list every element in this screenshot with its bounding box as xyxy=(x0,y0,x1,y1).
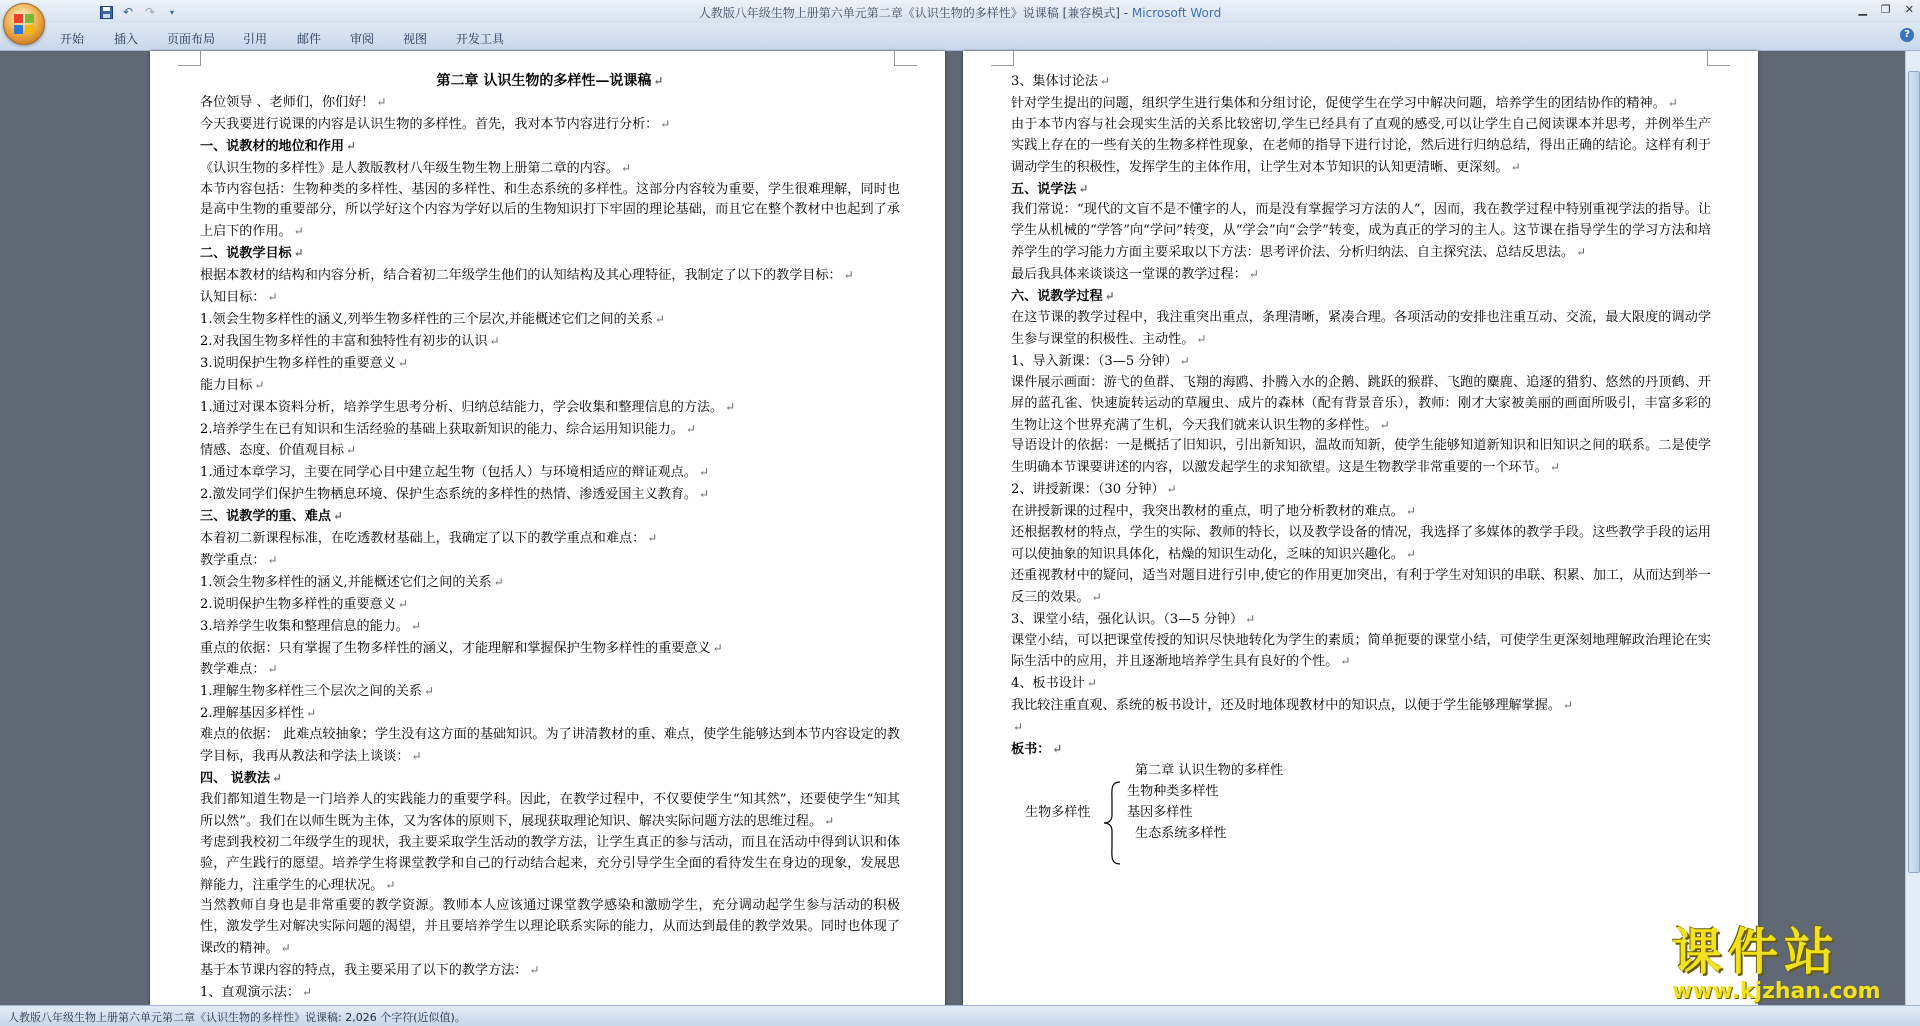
paragraph-text: 我比较注重直观、系统的板书设计，还及时地体现教材中的知识点，以便于学生能够理解掌握。 xyxy=(1011,698,1561,714)
paragraph xyxy=(200,462,900,484)
paragraph-mark-icon: ↵ xyxy=(1052,742,1063,757)
paragraph-text: 四、 说教法 xyxy=(200,771,271,786)
paragraph-text: 在讲授新课的过程中，我突出教材的重点，明了地分析教材的难点。 xyxy=(1011,504,1404,520)
paragraph xyxy=(1011,93,1711,115)
paragraph xyxy=(1011,71,1711,93)
paragraph-mark-icon: ↵ xyxy=(1562,698,1573,713)
paragraph-text: 2.对我国生物多样性的丰富和独特性有初步的认识 xyxy=(200,333,488,349)
paragraph-text: 考虑到我校初二年级学生的现状，我主要采取学生活动的教学方法，让学生真正的参与活动，而且在活动中得到认识和体验，产生践行的愿望。培养学生将课堂教学和自己的行动结合起来，充分引导学生全面的看待发生在身边的现象，发展思辩能力，注重学生的心理状况。 xyxy=(200,834,900,893)
paragraph xyxy=(200,419,900,441)
paragraph-mark-icon: ↵ xyxy=(660,116,671,131)
paragraph-mark-icon: ↵ xyxy=(385,877,396,892)
board-design-diagram xyxy=(1011,761,1711,866)
tab-page-layout[interactable]: 页面布局 xyxy=(167,32,216,46)
paragraph-text: 第二章 认识生物的多样性—说课稿 xyxy=(436,73,652,89)
section-heading xyxy=(200,243,900,265)
paragraph-mark-icon: ↵ xyxy=(1013,720,1024,735)
paragraph xyxy=(200,703,900,725)
paragraph-mark-icon: ↵ xyxy=(280,941,291,956)
paragraph xyxy=(200,265,900,287)
paragraph xyxy=(1011,501,1711,523)
paragraph-mark-icon: ↵ xyxy=(1576,245,1587,260)
paragraph-mark-icon: ↵ xyxy=(267,552,278,567)
board-branch: 生物种类多样性 xyxy=(1127,784,1219,799)
paragraph-text: 还重视教材中的疑问，适当对题目进行引申,使它的作用更加突出，有利于学生对知识的串联、积累、加工，从而达到举一反三的效果。 xyxy=(1011,567,1711,605)
ribbon-tab-bar xyxy=(0,23,1920,51)
office-logo-icon xyxy=(13,13,35,35)
tab-view[interactable]: 视图 xyxy=(403,32,428,46)
paragraph-mark-icon: ↵ xyxy=(1179,353,1190,368)
paragraph xyxy=(200,158,900,180)
paragraph-mark-icon: ↵ xyxy=(1166,482,1177,497)
paragraph-mark-icon: ↵ xyxy=(411,749,422,764)
paragraph-text: 六、说教学过程 xyxy=(1011,289,1103,305)
redo-icon[interactable]: ↷ xyxy=(144,5,156,19)
paragraph-text: 导语设计的依据：一是概括了旧知识，引出新知识，温故而知新，使学生能够知道新知识和旧知识之间的联系。二是使学生明确本节课要讲述的内容，以激发起学生的求知欲望。这是生物教学非常重要的一个环节。 xyxy=(1011,438,1711,476)
paragraph-text: 最后我具体来谈谈这一堂课的教学过程： xyxy=(1011,267,1247,283)
tab-mailings[interactable]: 邮件 xyxy=(297,32,322,46)
document-page-right[interactable] xyxy=(963,51,1758,1005)
paragraph-mark-icon: ↵ xyxy=(376,94,387,109)
help-icon[interactable]: ? xyxy=(1900,28,1914,42)
paragraph-text: 我们都知道生物是一门培养人的实践能力的重要学科。因此，在教学过程中，不仅要使学生“知其然”，还要使学生“知其所以然”。我们在以师生既为主体，又为客体的原则下，展现获取理论知识、解决实际问题方法的思维过程。 xyxy=(200,791,900,829)
document-page-left[interactable] xyxy=(150,51,945,1005)
paragraph-mark-icon: ↵ xyxy=(424,684,435,699)
paragraph-text: 3.说明保护生物多样性的重要意义 xyxy=(200,355,396,371)
paragraph xyxy=(200,833,900,897)
paragraph xyxy=(200,594,900,616)
paragraph-text: 能力目标 xyxy=(200,377,253,393)
paragraph-mark-icon: ↵ xyxy=(647,531,658,546)
paragraph xyxy=(1011,351,1711,373)
paragraph xyxy=(1011,609,1711,631)
paragraph-text: 2、讲授新课：（30 分钟） xyxy=(1011,482,1165,498)
board-branch: 基因多样性 xyxy=(1127,805,1193,820)
paragraph-mark-icon: ↵ xyxy=(1104,289,1115,304)
paragraph-mark-icon: ↵ xyxy=(843,268,854,283)
office-button[interactable] xyxy=(3,3,45,45)
paragraph xyxy=(200,616,900,638)
section-heading xyxy=(200,136,900,158)
paragraph-mark-icon: ↵ xyxy=(293,246,304,261)
paragraph xyxy=(1011,695,1711,717)
paragraph-mark-icon: ↵ xyxy=(621,160,632,175)
paragraph-text: 1、导入新课：（3—5 分钟） xyxy=(1011,353,1178,369)
undo-icon[interactable]: ↶ xyxy=(122,5,134,19)
paragraph-mark-icon: ↵ xyxy=(293,224,304,239)
paragraph xyxy=(1011,566,1711,609)
paragraph-mark-icon: ↵ xyxy=(1099,74,1110,88)
paragraph-text: 重点的依据：只有掌握了生物多样性的涵义，才能理解和掌握保护生物多样性的重要意义 xyxy=(200,640,711,656)
paragraph-mark-icon: ↵ xyxy=(654,311,665,326)
paragraph xyxy=(1011,200,1711,264)
paragraph-mark-icon: ↵ xyxy=(346,138,357,153)
paragraph-mark-icon: ↵ xyxy=(712,640,723,655)
paragraph-mark-icon: ↵ xyxy=(1340,654,1351,669)
paragraph xyxy=(1011,115,1711,179)
paragraph-mark-icon: ↵ xyxy=(1091,589,1102,604)
paragraph-mark-icon: ↵ xyxy=(1196,331,1207,346)
paragraph-mark-icon: ↵ xyxy=(824,813,835,828)
paragraph-text: 在这节课的教学过程中，我注重突出重点，条理清晰，紧凑合理。各项活动的安排也注重互动、交流，最大限度的调动学生参与课堂的积极性、主动性。 xyxy=(1011,309,1711,347)
window-title xyxy=(0,4,1920,21)
board-heading: 第二章 认识生物的多样性 xyxy=(1135,763,1284,778)
close-icon[interactable]: ✕ xyxy=(1904,3,1914,16)
paragraph-text: 3、课堂小结，强化认识。（3—5 分钟） xyxy=(1011,611,1244,627)
paragraph-mark-icon: ↵ xyxy=(302,985,313,1000)
paragraph xyxy=(200,180,900,244)
page-text xyxy=(1011,71,1711,866)
paragraph-mark-icon: ↵ xyxy=(1549,460,1560,475)
paragraph xyxy=(200,440,900,462)
app-name: Microsoft Word xyxy=(1131,6,1222,20)
paragraph xyxy=(200,550,900,572)
tab-insert[interactable]: 插入 xyxy=(114,32,139,46)
minimize-icon[interactable]: ▁ xyxy=(1858,3,1867,16)
paragraph-text: 根据本教材的结构和内容分析，结合着初二年级学生他们的认知结构及其心理特征，我制定了以下的教学目标： xyxy=(200,268,842,284)
paragraph-text: 各位领导 、老师们，你们好！ xyxy=(200,94,375,110)
paragraph-text: 1.通过本章学习，主要在同学心目中建立起生物（包括人）与环境相适应的辩证观点。 xyxy=(200,465,697,481)
paragraph-text: 2.激发同学们保护生物栖息环境、保护生态系统的多样性的热情、渗透爱国主义教育。 xyxy=(200,487,697,503)
watermark xyxy=(1672,925,1900,1004)
paragraph-mark-icon: ↵ xyxy=(1245,611,1256,626)
paragraph xyxy=(200,681,900,703)
paragraph-text: 三、说教学的重、难点 xyxy=(200,509,331,525)
paragraph-text: 教学重点： xyxy=(200,552,266,568)
paragraph-text: 今天我要进行说课的内容是认识生物的多样性。首先，我对本节内容进行分析： xyxy=(200,116,659,132)
paragraph xyxy=(200,484,900,506)
qat-dropdown-icon[interactable]: ▾ xyxy=(169,7,174,17)
paragraph-mark-icon: ↵ xyxy=(1078,181,1089,196)
paragraph xyxy=(200,725,900,768)
paragraph xyxy=(1011,479,1711,501)
paragraph xyxy=(1011,523,1711,566)
paragraph-text: 教学难点： xyxy=(200,662,266,678)
paragraph-mark-icon: ↵ xyxy=(397,596,408,611)
paragraph-text: 1、直观演示法： xyxy=(200,985,300,1001)
paragraph xyxy=(200,896,900,960)
board-branch: 生态系统多样性 xyxy=(1135,826,1227,841)
status-bar xyxy=(0,1005,1920,1026)
section-heading xyxy=(1011,739,1711,761)
section-heading xyxy=(1011,286,1711,308)
brace-shape xyxy=(1103,781,1121,865)
paragraph-mark-icon: ↵ xyxy=(332,509,343,524)
paragraph xyxy=(200,397,900,419)
paragraph xyxy=(200,309,900,331)
paragraph-text: 我们常说：“现代的文盲不是不懂字的人，而是没有掌握学习方法的人”，因而，我在教学过程中特别重视学法的指导。让学生从机械的“学答”向“学问”转变，从“学会”向“会学”转变，成为真正的学习的主人。这节课在指导学生的学习方法和培养学生的学习能力方面主要采取以下方法：思考评价法、分析归纳法、自主探究法、总结反思法。 xyxy=(1011,202,1711,261)
paragraph-mark-icon: ↵ xyxy=(489,333,500,348)
paragraph-text: 3、集体讨论法 xyxy=(1011,74,1098,89)
paragraph-list xyxy=(1011,71,1711,761)
status-text: 人教版八年级生物上册第六单元第二章《认识生物的多样性》说课稿: 2,026 个字符(近似值)。 xyxy=(8,1011,466,1024)
paragraph-mark-icon: ↵ xyxy=(254,377,265,392)
paragraph xyxy=(200,572,900,594)
maximize-icon[interactable]: ❐ xyxy=(1880,3,1891,16)
paragraph-mark-icon: ↵ xyxy=(267,662,278,677)
paragraph xyxy=(200,331,900,353)
paragraph-mark-icon: ↵ xyxy=(267,290,278,305)
paragraph-mark-icon: ↵ xyxy=(346,443,357,458)
paragraph-text: 本着初二新课程标准，在吃透教材基础上，我确定了以下的教学重点和难点： xyxy=(200,531,646,547)
paragraph-mark-icon: ↵ xyxy=(725,399,736,414)
paragraph xyxy=(200,790,900,833)
paragraph xyxy=(200,287,900,309)
page-text xyxy=(200,71,900,1004)
tab-review[interactable]: 审阅 xyxy=(350,32,375,46)
tab-home[interactable]: 开始 xyxy=(60,32,85,46)
paragraph-text: 1.理解生物多样性三个层次之间的关系 xyxy=(200,684,422,700)
paragraph-text: 课件展示画面：游弋的鱼群、飞翔的海鸥、扑腾入水的企鹅、跳跃的猴群、飞跑的麋鹿、追逐的猎豹、悠然的丹顶鹤、开屏的蓝孔雀、快速旋转运动的草履虫、成片的森林（配有背景音乐），教师：刚才大家被美丽的画面所吸引，丰富多彩的生物让这个世界充满了生机，今天我们就来认识生物的多样性。 xyxy=(1011,374,1711,433)
paragraph-text: 由于本节内容与社会现实生活的关系比较密切,学生已经具有了直观的感受,可以让学生自己阅读课本并思考，并例举生产实践上存在的一些有关的生物多样性现象，在老师的指导下进行讨论，然后进行归纳总结，得出正确的结论。这样有利于调动学生的积极性，发挥学生的主体作用，让学生对本节知识的认知更清晰、更深刻。 xyxy=(1011,116,1711,175)
paragraph-text: 针对学生提出的问题，组织学生进行集体和分组讨论，促使学生在学习中解决问题，培养学生的团结协作的精神。 xyxy=(1011,95,1666,111)
paragraph xyxy=(200,353,900,375)
paragraph xyxy=(200,960,900,982)
paragraph-text: 五、说学法 xyxy=(1011,181,1077,197)
paragraph-mark-icon: ↵ xyxy=(306,706,317,721)
paragraph xyxy=(1011,373,1711,437)
paragraph-mark-icon: ↵ xyxy=(529,963,540,978)
paragraph xyxy=(1011,264,1711,286)
paragraph-text: 基于本节课内容的特点，我主要采用了以下的教学方法： xyxy=(200,963,528,979)
paragraph-text: 难点的依据： 此难点较抽象；学生没有这方面的基础知识。为了讲清教材的重、难点，使学生能够达到本节内容设定的教学目标，我再从教法和学法上谈谈： xyxy=(200,727,900,765)
paragraph-text: 1.通过对课本资料分析，培养学生思考分析、归纳总结能力，学会收集和整理信息的方法。 xyxy=(200,399,724,415)
crop-mark xyxy=(178,51,201,66)
paragraph-text: 当然教师自身也是非常重要的教学资源。教师本人应该通过课堂教学感染和激励学生，充分调动起学生参与活动的积极性，激发学生对解决实际问题的渴望，并且要培养学生以理论联系实际的能力，从而达到最佳的教学效果。同时也体现了课改的精神。 xyxy=(200,898,900,957)
crop-mark xyxy=(1707,51,1730,66)
paragraph xyxy=(200,375,900,397)
paragraph-mark-icon: ↵ xyxy=(653,74,664,88)
paragraph-mark-icon: ↵ xyxy=(1248,267,1259,282)
paragraph-mark-icon: ↵ xyxy=(685,421,696,436)
window-controls xyxy=(1858,3,1914,16)
paragraph-text: 2.理解基因多样性 xyxy=(200,706,305,722)
watermark-url: www.kjzhan.com xyxy=(1672,979,1881,1004)
paragraph xyxy=(1011,673,1711,695)
paragraph-mark-icon: ↵ xyxy=(1086,676,1097,691)
crop-mark xyxy=(991,51,1014,66)
section-heading xyxy=(200,768,900,790)
paragraph-mark-icon: ↵ xyxy=(698,487,710,502)
paragraph xyxy=(200,528,900,550)
title-bar xyxy=(0,0,1920,23)
section-heading xyxy=(200,506,900,528)
paragraph-mark-icon: ↵ xyxy=(272,771,283,785)
paragraph-text: 认知目标： xyxy=(200,290,266,306)
section-heading xyxy=(1011,179,1711,201)
paragraph-mark-icon: ↵ xyxy=(1379,417,1390,432)
paragraph-text: 2.说明保护生物多样性的重要意义 xyxy=(200,596,396,612)
paragraph-text: 《认识生物的多样性》是人教版教材八年级生物生物上册第二章的内容。 xyxy=(200,160,619,176)
paragraph-text: 二、说教学目标 xyxy=(200,246,292,262)
paragraph-text: 4、板书设计 xyxy=(1011,676,1085,692)
paragraph-text: 一、说教材的地位和作用 xyxy=(200,138,345,154)
paragraph xyxy=(1011,717,1711,739)
scrollbar-thumb[interactable] xyxy=(1908,71,1920,873)
paragraph-text: 情感、态度、价值观目标 xyxy=(200,443,345,459)
paragraph-text: 1.领会生物多样性的涵义,并能概述它们之间的关系 xyxy=(200,574,492,590)
paragraph xyxy=(200,92,900,114)
paragraph-mark-icon: ↵ xyxy=(410,618,421,633)
paragraph xyxy=(1011,308,1711,351)
paragraph-text: 本节内容包括：生物种类的多样性、基因的多样性、和生态系统的多样性。这部分内容较为重要，学生很难理解，同时也是高中生物的重要部分，所以学好这个内容为学好以后的生物知识打下牢固的理论基础，而且它在整个教材中也起到了承上启下的作用。 xyxy=(200,181,900,240)
paragraph-text: 1.领会生物多样性的涵义,列举生物多样性的三个层次,并能概述它们之间的关系 xyxy=(200,311,653,327)
vertical-scrollbar[interactable] xyxy=(1905,51,1920,1005)
board-root: 生物多样性 xyxy=(1025,805,1091,820)
paragraph xyxy=(200,638,900,660)
paragraph xyxy=(200,114,900,136)
crop-mark xyxy=(894,51,917,66)
paragraph-mark-icon: ↵ xyxy=(698,465,710,480)
paragraph-text: 课堂小结，可以把课堂传授的知识尽快地转化为学生的素质；简单扼要的课堂小结，可使学生更深刻地理解政治理论在实际生活中的应用，并且逐渐地培养学生具有良好的个性。 xyxy=(1011,632,1711,670)
paragraph-text: 2.培养学生在已有知识和生活经验的基础上获取新知识的能力、综合运用知识能力。 xyxy=(200,421,684,437)
tab-developer[interactable]: 开发工具 xyxy=(456,32,505,46)
paragraph-mark-icon: ↵ xyxy=(1667,95,1678,110)
paragraph-mark-icon: ↵ xyxy=(1510,159,1521,174)
document-title: 人教版八年级生物上册第六单元第二章《认识生物的多样性》说课稿 [兼容模式] - xyxy=(698,6,1132,20)
paragraph-text: 还根据教材的特点，学生的实际、教师的特长，以及教学设备的情况，我选择了多媒体的教学手段。这些教学手段的运用可以使抽象的知识具体化，枯燥的知识生动化，乏味的知识兴趣化。 xyxy=(1011,525,1711,562)
paragraph-mark-icon: ↵ xyxy=(493,574,504,589)
paragraph xyxy=(200,659,900,681)
paragraph-text: 板书： xyxy=(1011,742,1051,758)
paragraph-mark-icon: ↵ xyxy=(1405,504,1416,519)
paragraph xyxy=(200,982,900,1004)
paragraph-mark-icon: ↵ xyxy=(1405,546,1416,561)
paragraph-text: 3.培养学生收集和整理信息的能力。 xyxy=(200,618,409,634)
document-heading xyxy=(200,71,900,92)
paragraph xyxy=(1011,436,1711,479)
tab-references[interactable]: 引用 xyxy=(243,32,268,46)
paragraph-mark-icon: ↵ xyxy=(397,355,408,370)
paragraph xyxy=(1011,631,1711,674)
watermark-title: 课件站 xyxy=(1672,923,1840,981)
